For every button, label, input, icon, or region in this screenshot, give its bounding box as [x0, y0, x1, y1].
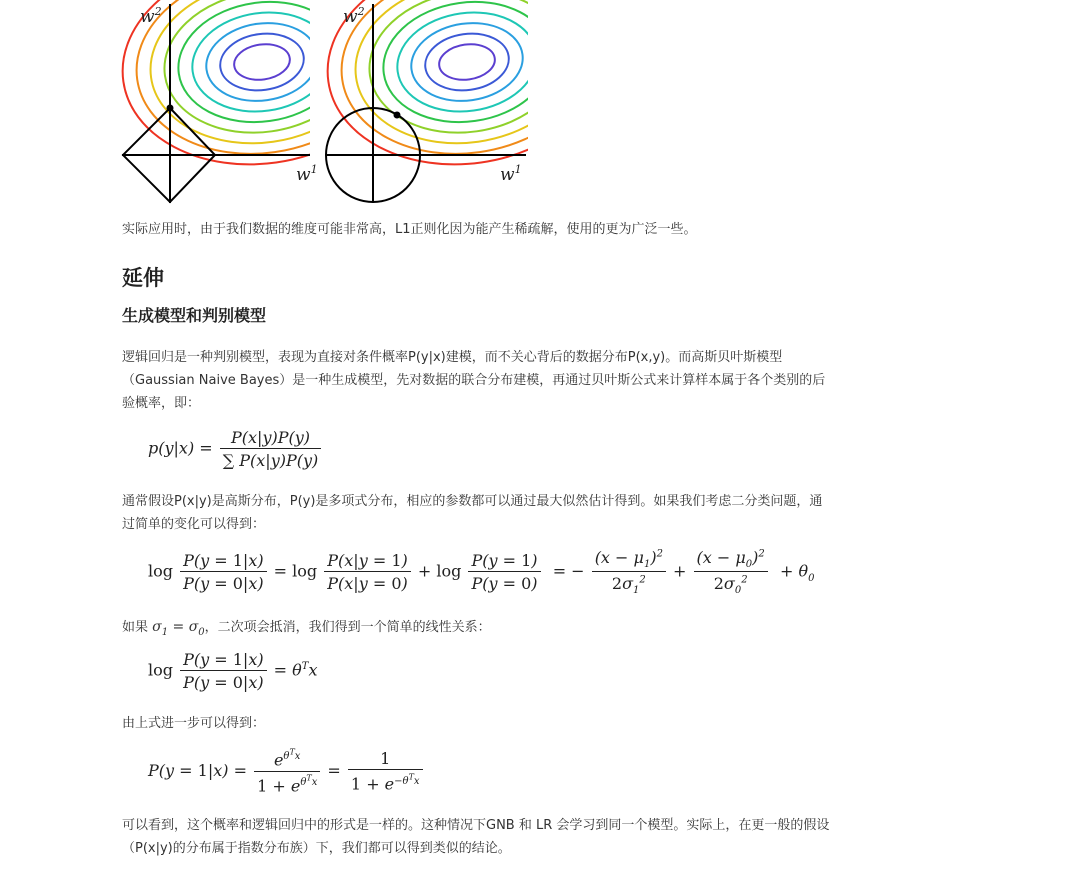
right-w1-label: $w^1$: [500, 163, 522, 185]
equation-bayes: p(y|x) = $\frac{P(x|y)P(y)}{\sum P(x|y)P(y)}$: [148, 428, 323, 470]
l1-tangent-point: [167, 105, 174, 112]
equation-log-odds-expansion: log $\frac{P(y = 1|x)}{P(y = 0|x)}$ = log $\frac{P(x|y = 1)}{P(x|y = 0)}$ + log $\frac{P(y = 1)}{P(y = 0)}$ = − $\frac{(x - \mu_1)^2}{2\sigma_1^2}$ + $\frac{(x - \mu_0)^2}{2\sigma_0^2}$ + $\theta_0$: [148, 548, 815, 597]
regularization-figure: [118, 0, 528, 208]
contour-ellipse: [171, 0, 354, 133]
contour-ellipse: [330, 0, 528, 170]
contour-ellipse: [155, 0, 369, 145]
contour-ellipse: [422, 28, 513, 95]
l2-tangent-point: [394, 112, 401, 119]
paragraph-sigma-equal: 如果 $\sigma_1 = \sigma_0$，二次项会抵消，我们得到一个简单的线性关系：: [122, 619, 491, 638]
equation-linear-relation: log $\frac{P(y = 1|x)}{P(y = 0|x)}$ = $\theta^Tx$: [148, 650, 318, 692]
paragraph-l1-usage: 实际应用时，由于我们数据的维度可能非常高，L1正则化因为能产生稀疏解，使用的更为广泛一些。: [122, 222, 697, 237]
paragraph-lr-vs-gnb: 逻辑回归是一种判别模型，表现为直接对条件概率P(y|x)建模，而不关心背后的数据分布P(x,y)。而高斯贝叶斯模型（Gaussian Naive Bayes）是一种生成模型，先对数据的联合分布建模，再通过贝叶斯公式来计算样本属于各个类别的后验概率，即：: [122, 350, 826, 411]
subsection-heading-generative-discriminative: 生成模型和判别模型: [122, 306, 267, 325]
equation-sigmoid: P(y = 1|x) = $\frac{e^{\theta^Tx}}{1 + e^{\theta^Tx}}$ = $\frac{1}{1 + e^{-\theta^Tx}}$: [148, 748, 425, 795]
paragraph-gaussian-assumption: 通常假设P(x|y)是高斯分布，P(y)是多项式分布，相应的参数都可以通过最大似然估计得到。如果我们考虑二分类问题，通过简单的变化可以得到：: [122, 494, 823, 532]
section-heading-extension: 延伸: [122, 266, 164, 290]
left-w1-label: $w^1$: [296, 163, 318, 185]
paragraph-further: 由上式进一步可以得到：: [122, 716, 266, 731]
contour-ellipse: [186, 4, 338, 121]
right-w2-label: $w^2$: [343, 5, 365, 27]
contour-ellipse: [437, 41, 497, 83]
contour-ellipse: [232, 41, 292, 83]
left-w2-label: $w^2$: [140, 5, 162, 27]
contour-ellipse: [217, 28, 308, 95]
paragraph-conclusion: 可以看到，这个概率和逻辑回归中的形式是一样的。这种情况下GNB 和 LR 会学习到同一个模型。实际上，在更一般的假设（P(x|y)的分布属于指数分布族）下，我们都可以得到类似的结论。: [122, 818, 830, 856]
